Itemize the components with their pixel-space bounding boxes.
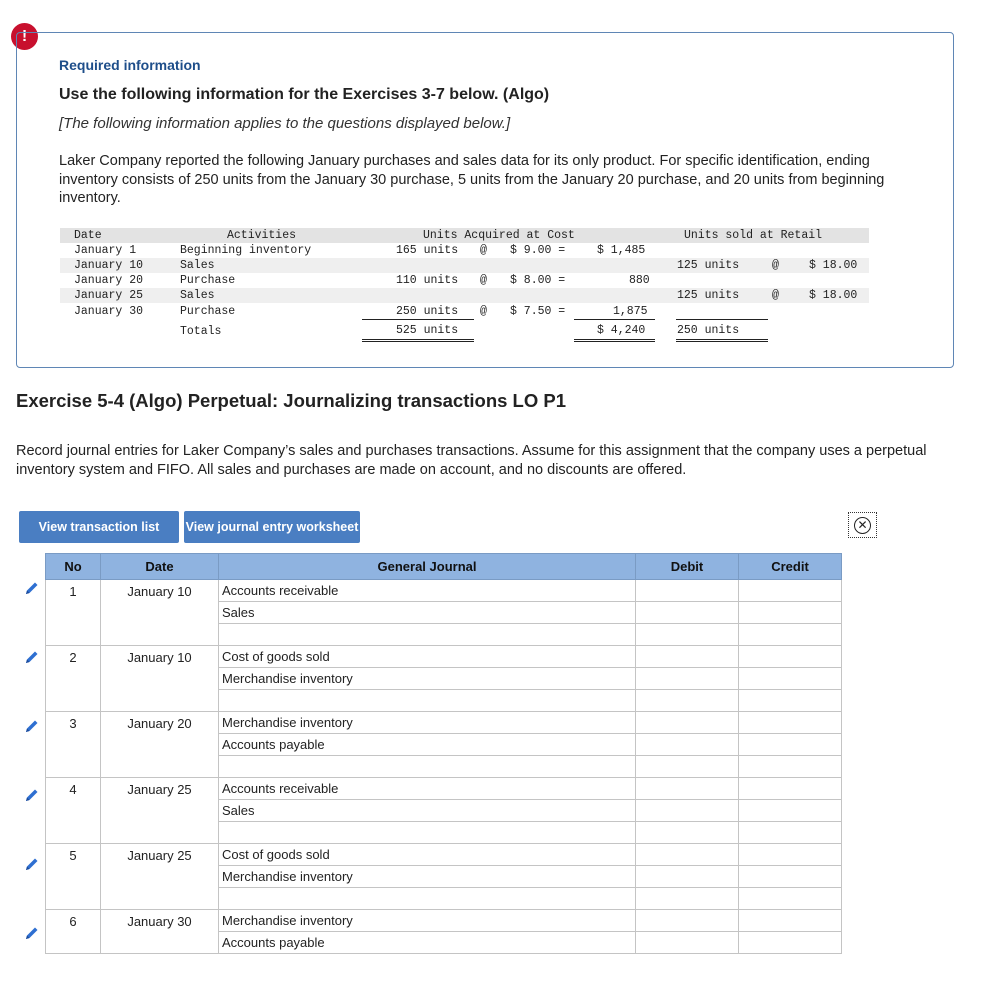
pencil-icon[interactable] <box>24 649 40 665</box>
row-date: January 30 <box>74 305 144 318</box>
row-date: January 20 <box>74 274 144 287</box>
entry-date: January 20 <box>101 712 219 778</box>
credit-cell[interactable] <box>739 624 842 646</box>
row-acquired-units: 165 units <box>396 244 459 257</box>
pencil-icon[interactable] <box>24 787 40 803</box>
credit-account: Merchandise inventory <box>219 668 636 690</box>
debit-cell[interactable] <box>636 910 739 932</box>
row-activity: Purchase <box>180 274 236 287</box>
credit-cell[interactable] <box>739 602 842 624</box>
account-cell[interactable] <box>219 822 636 844</box>
credit-cell[interactable] <box>739 822 842 844</box>
debit-cell[interactable] <box>636 602 739 624</box>
column-header-date: Date <box>101 554 219 580</box>
header-activities: Activities <box>227 229 297 242</box>
debit-account: Cost of goods sold <box>219 844 636 866</box>
subtotal-underline <box>676 319 768 320</box>
row-sold-units: 125 units <box>677 259 740 272</box>
credit-account: Accounts payable <box>219 734 636 756</box>
header-units-acquired: Units Acquired at Cost <box>423 229 575 242</box>
debit-cell[interactable] <box>636 844 739 866</box>
row-sold-units: 125 units <box>677 289 740 302</box>
account-cell[interactable] <box>219 888 636 910</box>
debit-account: Accounts receivable <box>219 778 636 800</box>
account-cell[interactable] <box>219 624 636 646</box>
entry-number: 2 <box>46 646 101 712</box>
entry-date: January 25 <box>101 844 219 910</box>
debit-cell[interactable] <box>636 668 739 690</box>
credit-cell[interactable] <box>739 800 842 822</box>
row-acquired-at: @ <box>480 305 487 318</box>
credit-account: Merchandise inventory <box>219 866 636 888</box>
credit-cell[interactable] <box>739 734 842 756</box>
column-header-credit: Credit <box>739 554 842 580</box>
row-activity: Beginning inventory <box>180 244 312 257</box>
table-row <box>46 778 842 800</box>
entry-date: January 10 <box>101 646 219 712</box>
pencil-icon[interactable] <box>24 925 40 941</box>
pencil-icon[interactable] <box>24 856 40 872</box>
row-acquired-price: $ 8.00 = <box>510 274 566 287</box>
table-row <box>46 910 842 932</box>
totals-sold-units: 250 units <box>677 324 740 337</box>
entry-date: January 10 <box>101 580 219 646</box>
table-row <box>46 844 842 866</box>
entry-number: 4 <box>46 778 101 844</box>
exercises-heading: Use the following information for the Exercises 3-7 below. (Algo) <box>59 86 550 103</box>
exercise-instructions: Record journal entries for Laker Company’s sales and purchases transactions. Assume for this assignment that the company uses a perpetual inventory system and FIFO. All sales and purchases are made on account, and no discounts are offered. <box>16 443 927 478</box>
column-header-debit: Debit <box>636 554 739 580</box>
debit-cell[interactable] <box>636 932 739 954</box>
inventory-data-table <box>60 228 869 344</box>
credit-cell[interactable] <box>739 690 842 712</box>
credit-cell[interactable] <box>739 932 842 954</box>
debit-cell[interactable] <box>636 822 739 844</box>
debit-cell[interactable] <box>636 624 739 646</box>
row-acquired-at: @ <box>480 274 487 287</box>
description-paragraph: Laker Company reported the following January purchases and sales data for its only product. For specific identification, ending inventory consists of 250 units from the January 30 purchase, 5 units from the January 20 purchase, and 20 units from beginning inventory. <box>59 153 885 206</box>
header-date: Date <box>74 229 102 242</box>
credit-cell[interactable] <box>739 756 842 778</box>
general-journal-table <box>45 553 842 954</box>
close-button[interactable] <box>848 512 877 538</box>
column-header-general-journal: General Journal <box>219 554 636 580</box>
row-acquired-total: 880 <box>629 274 650 287</box>
debit-cell[interactable] <box>636 690 739 712</box>
debit-cell[interactable] <box>636 712 739 734</box>
credit-cell[interactable] <box>739 910 842 932</box>
row-activity: Purchase <box>180 305 236 318</box>
column-header-no: No <box>46 554 101 580</box>
row-sold-price: $ 18.00 <box>809 259 858 272</box>
credit-cell[interactable] <box>739 888 842 910</box>
credit-account: Sales <box>219 602 636 624</box>
credit-cell[interactable] <box>739 866 842 888</box>
credit-cell[interactable] <box>739 844 842 866</box>
row-sold-at: @ <box>772 259 779 272</box>
totals-acquired-units: 525 units <box>396 324 459 337</box>
total-double-underline <box>574 339 655 342</box>
debit-account: Accounts receivable <box>219 580 636 602</box>
credit-cell[interactable] <box>739 712 842 734</box>
account-cell[interactable] <box>219 690 636 712</box>
row-date: January 25 <box>74 289 144 302</box>
row-acquired-units: 110 units <box>396 274 459 287</box>
entry-date: January 30 <box>101 910 219 954</box>
entry-number: 6 <box>46 910 101 954</box>
total-double-underline <box>676 339 768 342</box>
row-acquired-price: $ 9.00 = <box>510 244 566 257</box>
account-cell[interactable] <box>219 756 636 778</box>
debit-cell[interactable] <box>636 734 739 756</box>
close-icon: ✕ <box>854 517 871 534</box>
alert-icon: ! <box>11 23 38 50</box>
debit-account: Merchandise inventory <box>219 712 636 734</box>
row-date: January 10 <box>74 259 144 272</box>
header-units-sold: Units sold at Retail <box>684 229 823 242</box>
row-activity: Sales <box>180 259 215 272</box>
subtotal-underline <box>574 319 655 320</box>
debit-cell[interactable] <box>636 756 739 778</box>
pencil-icon[interactable] <box>24 718 40 734</box>
debit-account: Merchandise inventory <box>219 910 636 932</box>
total-double-underline <box>362 339 474 342</box>
totals-label: Totals <box>180 325 222 338</box>
totals-acquired-cost: $ 4,240 <box>597 324 646 337</box>
credit-cell[interactable] <box>739 646 842 668</box>
entry-date: January 25 <box>101 778 219 844</box>
debit-cell[interactable] <box>636 866 739 888</box>
view-journal-entry-worksheet-button[interactable]: View journal entry worksheet <box>184 511 360 543</box>
row-acquired-total: $ 1,485 <box>597 244 646 257</box>
entry-number: 3 <box>46 712 101 778</box>
debit-cell[interactable] <box>636 888 739 910</box>
pencil-icon[interactable] <box>24 580 40 596</box>
row-sold-price: $ 18.00 <box>809 289 858 302</box>
table-row <box>46 646 842 668</box>
credit-account: Sales <box>219 800 636 822</box>
debit-cell[interactable] <box>636 580 739 602</box>
required-information-title: Required information <box>59 57 201 73</box>
row-activity: Sales <box>180 289 215 302</box>
debit-cell[interactable] <box>636 778 739 800</box>
applies-note: [The following information applies to the questions displayed below.] <box>59 115 511 132</box>
table-row <box>46 712 842 734</box>
credit-cell[interactable] <box>739 668 842 690</box>
exercise-title: Exercise 5-4 (Algo) Perpetual: Journalizing transactions LO P1 <box>16 390 567 411</box>
row-acquired-at: @ <box>480 244 487 257</box>
credit-account: Accounts payable <box>219 932 636 954</box>
debit-account: Cost of goods sold <box>219 646 636 668</box>
row-sold-at: @ <box>772 289 779 302</box>
debit-cell[interactable] <box>636 646 739 668</box>
debit-cell[interactable] <box>636 800 739 822</box>
credit-cell[interactable] <box>739 778 842 800</box>
row-acquired-total: 1,875 <box>613 305 648 318</box>
row-acquired-price: $ 7.50 = <box>510 305 566 318</box>
table-row <box>46 580 842 602</box>
row-acquired-units: 250 units <box>396 305 459 318</box>
row-date: January 1 <box>74 244 137 257</box>
subtotal-underline <box>362 319 474 320</box>
entry-number: 1 <box>46 580 101 646</box>
entry-number: 5 <box>46 844 101 910</box>
credit-cell[interactable] <box>739 580 842 602</box>
view-transaction-list-button[interactable]: View transaction list <box>19 511 179 543</box>
